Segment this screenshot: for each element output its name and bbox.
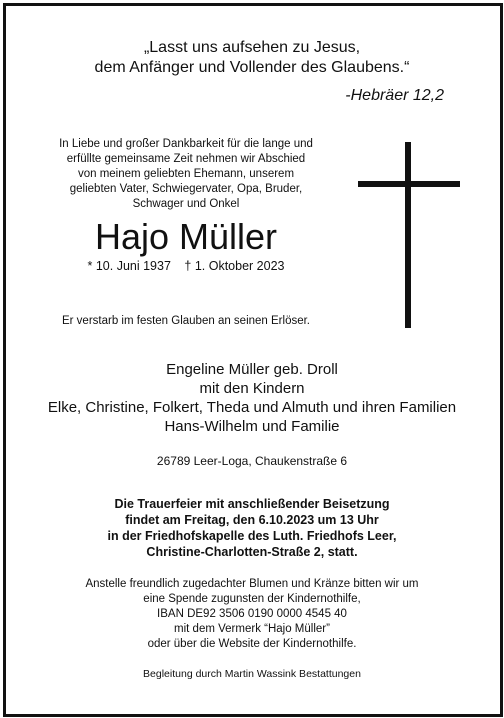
death-date: † 1. Oktober 2023 [184,259,285,273]
quote-line: „Lasst uns aufsehen zu Jesus, [143,39,361,56]
life-dates [46,259,326,273]
mourner-line: Engeline Müller geb. Droll [166,361,338,378]
funeral-line: findet am Freitag, den 6.10.2023 um 13 Uhr [125,513,379,527]
cross-horizontal-bar [358,181,460,187]
donation-iban: IBAN DE92 3506 0190 0000 4545 40 [157,608,347,620]
donation-line: eine Spende zugunsten der Kindernothilfe, [143,593,361,605]
mourner-line: Elke, Christine, Folkert, Theda und Almuth und ihren Familien [47,399,457,416]
donation-line: mit dem Vermerk “Hajo Müller” [174,623,330,635]
funeral-line: in der Friedhofskapelle des Luth. Friedhofs Leer, [107,529,397,543]
intro-line: geliebten Vater, Schwiegervater, Opa, Bruder, [69,183,303,195]
intro-text [46,137,326,212]
funeral-details [0,496,504,560]
donation-line: Anstelle freundlich zugedachter Blumen und Kränze bitten wir um [85,578,419,590]
intro-line: von meinem geliebten Ehemann, unserem [77,168,295,180]
funeral-line: Die Trauerfeier mit anschließender Beisetzung [114,497,390,511]
funeral-line: Christine-Charlotten-Straße 2, statt. [146,545,358,559]
intro-line: In Liebe und großer Dankbarkeit für die lange und [59,138,313,150]
intro-line: Schwager und Onkel [132,198,240,210]
quote-source: -Hebräer 12,2 [345,87,444,104]
mourner-line: Hans-Wilhelm und Familie [164,418,340,435]
donation-line: oder über die Website der Kindernothilfe. [147,638,357,650]
mourners-list [0,360,504,436]
mourner-line: mit den Kindern [199,380,305,397]
faith-line: Er verstarb im festen Glauben an seinen Erlöser. [61,315,310,327]
quote-line: dem Anfänger und Vollender des Glaubens.“ [94,59,410,76]
deceased-name: Hajo Müller [94,216,278,257]
bible-quote [0,38,504,78]
birth-date: * 10. Juni 1937 [87,259,171,273]
family-address: 26789 Leer-Loga, Chaukenstraße 6 [156,454,348,468]
undertaker-credit: Begleitung durch Martin Wassink Bestattungen [143,668,361,680]
cross-vertical-bar [405,142,411,328]
donation-request [0,577,504,652]
intro-line: erfüllte gemeinsame Zeit nehmen wir Abschied [66,153,306,165]
